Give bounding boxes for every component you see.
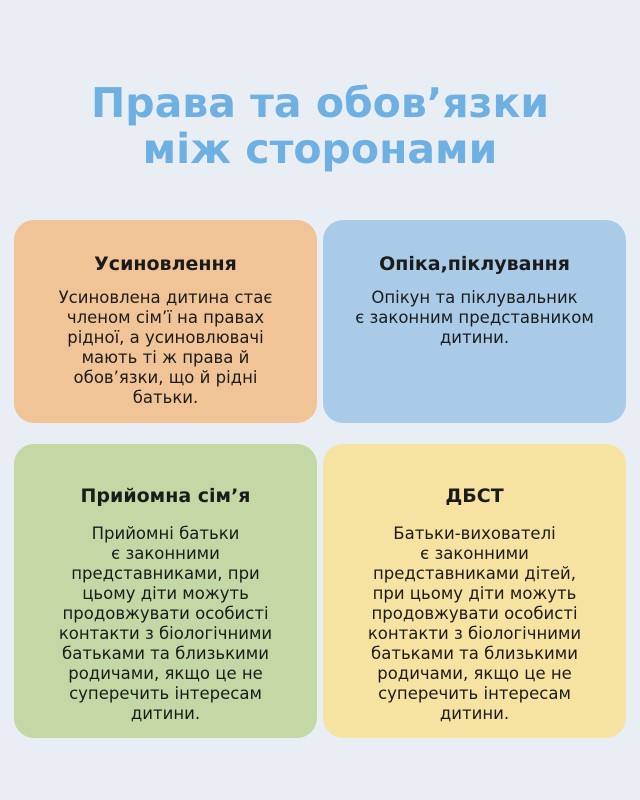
card-dbst-line: родичами, якщо це не bbox=[377, 664, 572, 683]
card-foster-family-line: продовжувати особисті bbox=[62, 604, 269, 623]
card-dbst-text bbox=[341, 524, 608, 724]
card-guardianship-heading: Опіка,піклування bbox=[379, 253, 570, 275]
card-dbst-line: суперечить інтересам bbox=[378, 684, 571, 703]
card-adoption-line: рідної, а усиновлювачі bbox=[67, 328, 264, 347]
page-title-line-1: Права та обов’язки bbox=[90, 79, 550, 127]
card-dbst-line: продовжувати особисті bbox=[371, 604, 578, 623]
card-guardianship-line: є законним представником bbox=[355, 308, 594, 327]
card-foster-family-line: представниками, при bbox=[71, 564, 260, 583]
card-adoption-line: мають ті ж права й bbox=[81, 348, 250, 367]
card-guardianship-line: дитини. bbox=[439, 328, 510, 347]
card-dbst-line: дитини. bbox=[439, 704, 510, 723]
card-guardianship bbox=[323, 220, 626, 423]
card-adoption-heading: Усиновлення bbox=[94, 253, 237, 275]
card-dbst bbox=[323, 444, 626, 738]
card-foster-family-line: контакти з біологічними bbox=[58, 624, 273, 643]
card-adoption-line: батьки. bbox=[132, 388, 199, 407]
card-guardianship-line: Опікун та піклувальник bbox=[371, 288, 578, 307]
card-dbst-line: є законними bbox=[420, 544, 529, 563]
card-dbst-line: представниками дітей, bbox=[372, 564, 577, 583]
card-adoption-line: Усиновлена дитина стає bbox=[58, 288, 273, 307]
card-foster-family-line: суперечить інтересам bbox=[69, 684, 262, 703]
card-foster-family-line: є законними bbox=[111, 544, 220, 563]
card-adoption-text bbox=[32, 288, 299, 408]
card-dbst-line: при цьому діти можуть bbox=[372, 584, 577, 603]
card-foster-family-line: Прийомні батьки bbox=[91, 524, 240, 543]
card-adoption bbox=[14, 220, 317, 423]
page-title-line-2: між сторонами bbox=[142, 125, 498, 173]
card-foster-family-line: батьками та близькими bbox=[62, 644, 269, 663]
card-dbst-heading: ДБСТ bbox=[445, 485, 504, 507]
card-foster-family bbox=[14, 444, 317, 738]
card-guardianship-text bbox=[341, 288, 608, 348]
card-foster-family-text bbox=[32, 524, 299, 724]
page-title bbox=[0, 80, 640, 172]
card-foster-family-line: родичами, якщо це не bbox=[68, 664, 263, 683]
card-dbst-line: контакти з біологічними bbox=[367, 624, 582, 643]
card-dbst-line: Батьки-вихователі bbox=[393, 524, 556, 543]
card-foster-family-line: цьому діти можуть bbox=[82, 584, 249, 603]
card-adoption-line: членом сім’ї на правах bbox=[66, 308, 265, 327]
card-adoption-line: обов’язки, що й рідні bbox=[73, 368, 258, 387]
card-foster-family-heading: Прийомна сім’я bbox=[80, 485, 251, 507]
card-foster-family-line: дитини. bbox=[130, 704, 201, 723]
card-dbst-line: батьками та близькими bbox=[371, 644, 578, 663]
